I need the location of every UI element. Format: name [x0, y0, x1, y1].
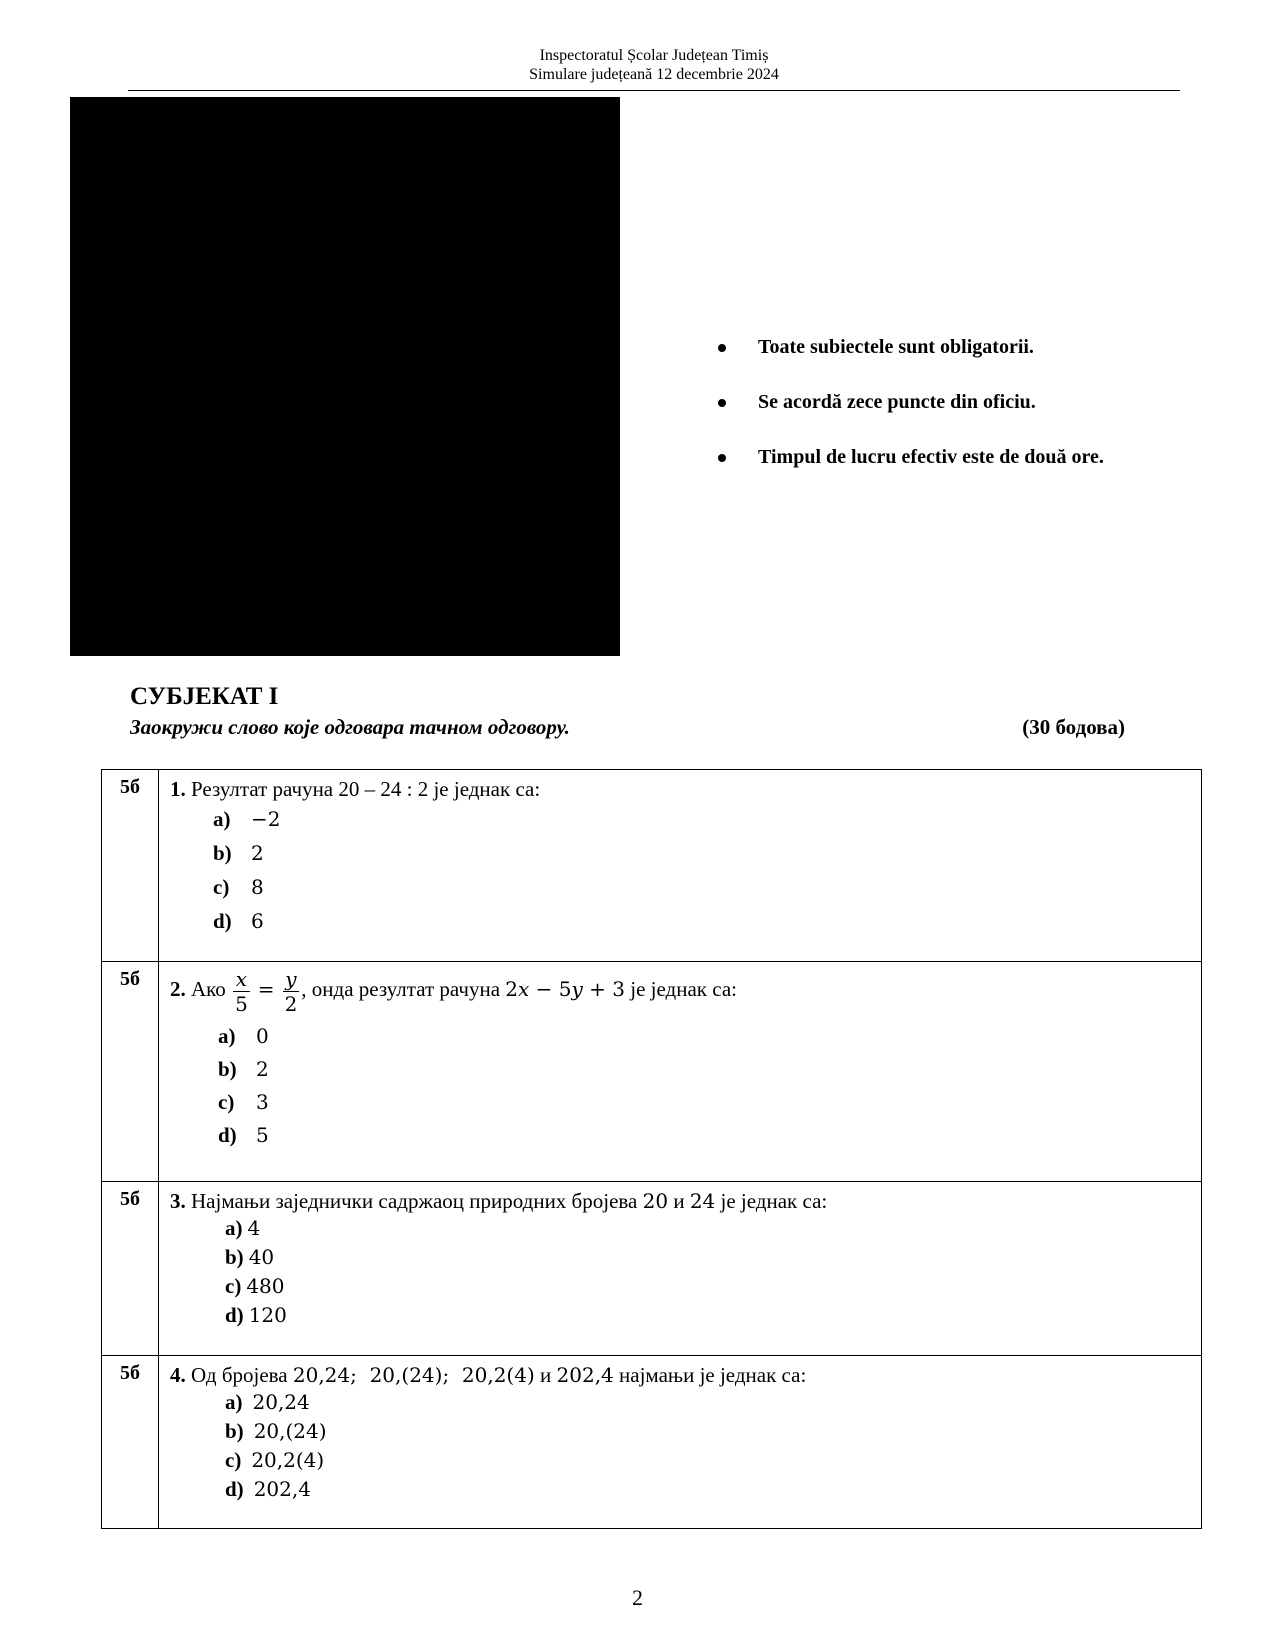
question-cell	[159, 1182, 1202, 1356]
header-inspectorate: Inspectoratul Școlar Județean Timiș	[539, 47, 769, 64]
question-stem: 2. Ако $\frac{x}{5}$ = $\frac{y}{2}$ , онда резултат рачуна 2x − 5y + 3 је једнак са:	[170, 966, 737, 1016]
question-number: 4.	[170, 1363, 186, 1387]
answer-option[interactable]: d) 5	[218, 1123, 269, 1147]
question-stem: 1. Резултат рачуна 20 – 24 : 2 је једнак са:	[170, 777, 541, 801]
rule-item: Timpul de lucru efectiv este de două ore.	[718, 430, 1198, 485]
question-row	[102, 962, 1202, 1182]
bullet-icon	[718, 399, 726, 407]
answer-option[interactable]: b) 40	[225, 1245, 275, 1269]
bullet-icon	[718, 344, 726, 352]
answer-option[interactable]: b) 2	[213, 841, 264, 865]
answer-options	[170, 1020, 1201, 1152]
question-number: 3.	[170, 1189, 186, 1213]
answer-option[interactable]: b) 20,(24)	[225, 1419, 327, 1443]
expression: 2x − 5y + 3	[505, 977, 626, 1001]
header-divider	[128, 90, 1180, 91]
answer-options	[170, 1388, 1201, 1504]
page-number: 2	[632, 1585, 643, 1610]
fraction-x-over-5: $\frac{x}{5}$	[235, 966, 248, 1016]
question-points: 5б	[102, 770, 159, 962]
question-points: 5б	[102, 1356, 159, 1529]
answer-option[interactable]: b) 2	[218, 1057, 269, 1081]
redacted-block	[70, 97, 620, 656]
answer-option[interactable]: c) 8	[213, 875, 264, 899]
answer-option[interactable]: a) 0	[218, 1024, 269, 1048]
answer-option[interactable]: c) 20,2(4)	[225, 1448, 325, 1472]
questions-table	[101, 769, 1202, 1529]
answer-option[interactable]: d) 120	[225, 1303, 287, 1327]
question-number: 1.	[170, 777, 186, 801]
subject-title: СУБЈЕКАТ I	[130, 683, 279, 710]
question-stem: 3. Најмањи заједнички садржаоц природних бројева 20 и 24 је једнак са:	[170, 1189, 828, 1213]
header-simulation-date: Simulare județeană 12 decembrie 2024	[529, 66, 779, 83]
answer-options	[170, 1214, 1201, 1330]
question-number: 2.	[170, 977, 186, 1001]
question-row	[102, 1356, 1202, 1529]
fraction-y-over-2: $\frac{y}{2}$	[284, 966, 298, 1016]
page-header	[128, 46, 1180, 84]
bullet-icon	[718, 454, 726, 462]
answer-options	[170, 802, 1201, 938]
question-row	[102, 1182, 1202, 1356]
question-points: 5б	[102, 1182, 159, 1356]
answer-option[interactable]: d) 6	[213, 909, 264, 933]
question-cell	[159, 1356, 1202, 1529]
question-points: 5б	[102, 962, 159, 1182]
rule-item: Toate subiectele sunt obligatorii.	[718, 320, 1198, 375]
question-cell	[159, 770, 1202, 962]
answer-option[interactable]: c) 480	[225, 1274, 285, 1298]
question-row	[102, 770, 1202, 962]
exam-rules-list	[718, 320, 1198, 485]
subject-instruction: Заокружи слово које одговара тачном одговору.	[130, 715, 570, 739]
subject-points: (30 бодова)	[1022, 715, 1125, 739]
question-cell	[159, 962, 1202, 1182]
answer-option[interactable]: a) 20,24	[225, 1390, 310, 1414]
rule-item: Se acordă zece puncte din oficiu.	[718, 375, 1198, 430]
answer-option[interactable]: a) −2	[213, 807, 281, 831]
answer-option[interactable]: d) 202,4	[225, 1477, 311, 1501]
answer-option[interactable]: c) 3	[218, 1090, 269, 1114]
question-stem: 4. Од бројева 20,24; 20,(24); 20,2(4) и 202,4 најмањи је једнак са:	[170, 1363, 807, 1387]
answer-option[interactable]: a) 4	[225, 1216, 261, 1240]
